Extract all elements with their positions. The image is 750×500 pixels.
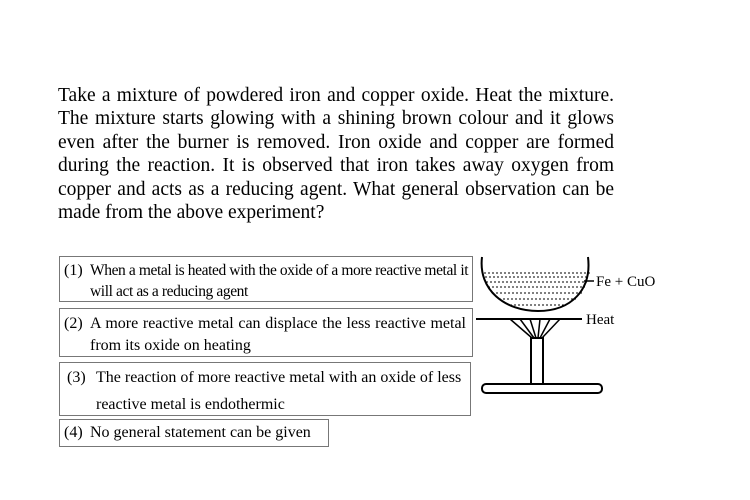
option-3-text: The reaction of more reactive metal with an oxide of less reactive metal is endothermic [96, 369, 462, 413]
burner [482, 338, 602, 393]
option-1[interactable] [59, 256, 473, 302]
apparatus-diagram [470, 245, 700, 400]
heat-label: Heat [586, 312, 615, 328]
option-2-text: A more reactive metal can displace the less reactive metal from its oxide on heating [90, 315, 466, 354]
option-3[interactable] [59, 362, 471, 416]
option-4-number: (4) [64, 424, 83, 441]
option-3-number: (3) [67, 369, 86, 386]
burner-flame [510, 319, 560, 338]
option-1-number: (1) [64, 262, 83, 279]
option-2[interactable] [59, 308, 473, 357]
option-2-number: (2) [64, 315, 83, 332]
mixture-label: Fe + CuO [596, 274, 656, 290]
question-text: Take a mixture of powdered iron and copper oxide. Heat the mixture. The mixture starts glowing with a shining brown colour and it glows even after the burner is removed. Iron oxide and copper are formed during the reaction. It is observed that iron takes away oxygen from copper and acts as a reducing agent. What general observation can be made from the above experiment? [58, 85, 614, 224]
crucible [482, 257, 590, 311]
option-4[interactable] [59, 419, 329, 447]
option-4-text: No general statement can be given [90, 424, 311, 441]
option-1-text: When a metal is heated with the oxide of a more reactive metal it will act as a reducing agent [90, 262, 469, 300]
